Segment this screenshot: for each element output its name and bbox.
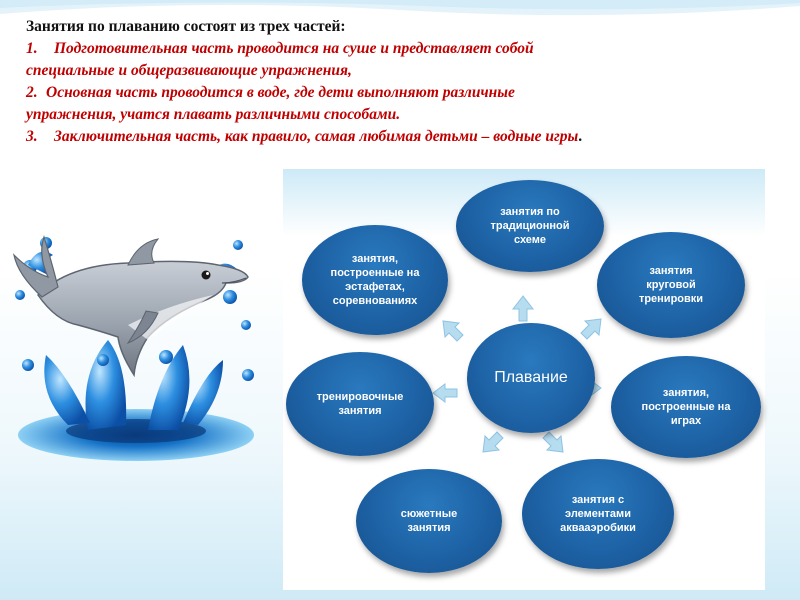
arrow-up-right-icon	[581, 319, 601, 339]
intro-item-1-line1: Подготовительная часть проводится на суше и представляет собой	[54, 40, 534, 57]
intro-item-2-line2: упражнения, учатся плавать различными способами.	[26, 106, 401, 123]
node-traditional-scheme: занятия по традиционной схеме	[456, 180, 604, 272]
intro-item-1: 1. Подготовительная часть проводится на суше и представляет собой специальные и общеразвивающие упражнения,	[26, 40, 534, 79]
node-training-lessons: тренировочные занятия	[286, 352, 434, 456]
arrow-down-left-icon	[483, 432, 503, 452]
intro-heading: Занятия по плаванию состоят из трех частей:	[26, 18, 346, 35]
node-story-lessons: сюжетные занятия	[356, 469, 502, 573]
node-relays-competitions: занятия, построенные на эстафетах, соревнованиях	[302, 225, 448, 335]
arrow-down-right-icon	[543, 432, 563, 452]
intro-item-3-line1: Заключительная часть, как правило, самая любимая детьми – водные игры	[54, 128, 579, 145]
dolphin-illustration	[8, 225, 268, 465]
arrow-up-icon	[513, 296, 533, 321]
intro-item-2: 2. Основная часть проводится в воде, где дети выполняют различные упражнения, учатся плавать различными способами.	[26, 84, 515, 123]
intro-item-2-line1: Основная часть проводится в воде, где дети выполняют различные	[46, 84, 515, 101]
intro-item-1-line2: специальные и общеразвивающие упражнения,	[26, 62, 352, 79]
node-aqua-aerobics: занятия с элементами аквааэробики	[522, 459, 674, 569]
center-node-plavanie: Плавание	[467, 323, 595, 433]
node-games: занятия, построенные на играх	[611, 356, 761, 458]
arrow-up-left-icon	[443, 321, 463, 341]
intro-text	[26, 16, 786, 148]
arrow-left-icon	[433, 384, 457, 402]
node-circuit-training: занятия круговой тренировки	[597, 232, 745, 338]
intro-item-3: 3. Заключительная часть, как правило, самая любимая детьми – водные игры.	[26, 128, 583, 145]
